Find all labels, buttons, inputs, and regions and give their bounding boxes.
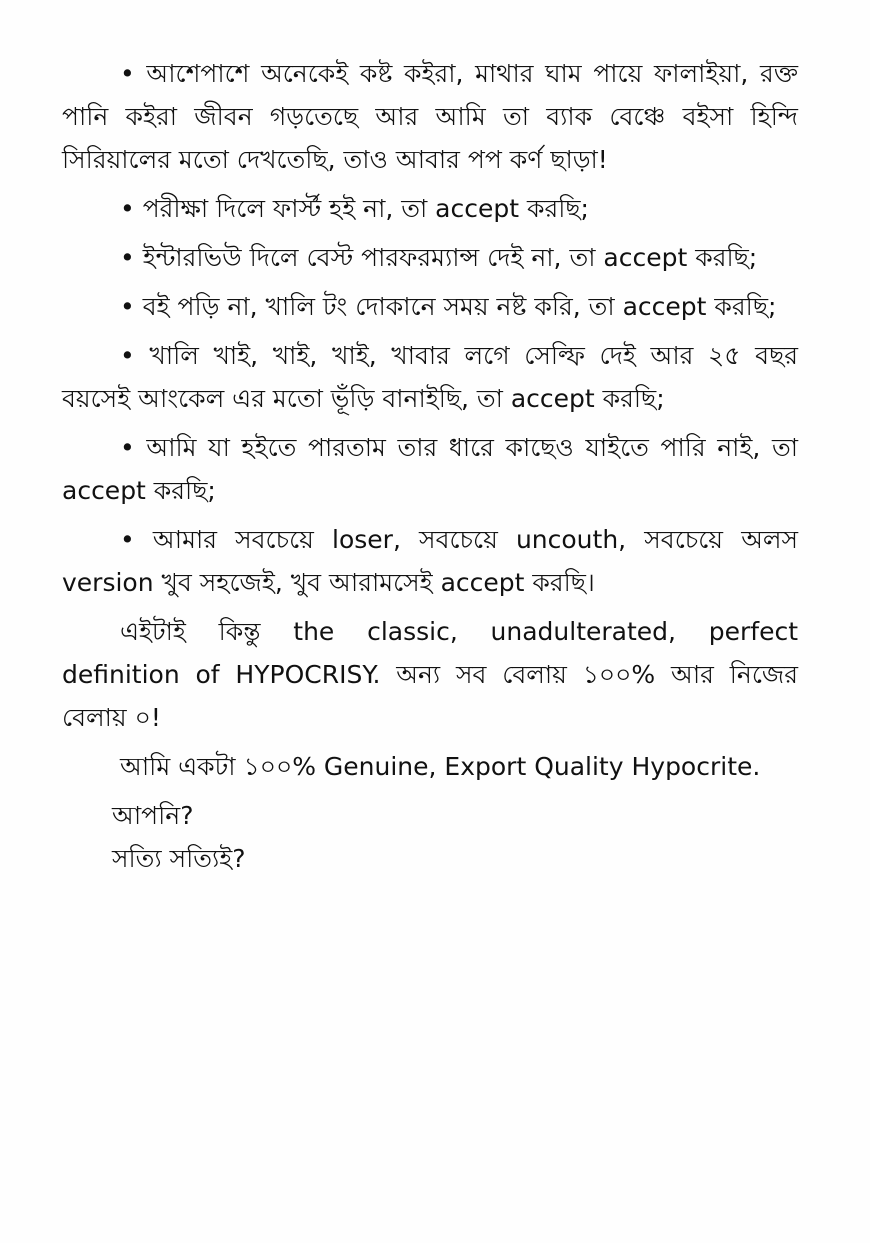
text-body — [62, 52, 798, 880]
paragraph-7: • আমার সবচেয়ে loser, সবচেয়ে uncouth, সবচেয়ে অলস version খুব সহজেই, খুব আরামসেই accept করছি। — [62, 525, 798, 597]
paragraph-3: • ইন্টারভিউ দিলে বেস্ট পারফরম্যান্স দেই না, তা accept করছি; — [120, 243, 758, 272]
paragraph-2: • পরীক্ষা দিলে ফার্স্ট হই না, তা accept করছি; — [120, 194, 589, 223]
closing-line-2: সত্যি সত্যিই? — [112, 844, 246, 873]
paragraph-8: এইটাই কিন্তু the classic, unadulterated, perfect definition of HYPOCRISY. অন্য সব বেলায় ১০০% আর নিজের বেলায় ০! — [62, 617, 798, 732]
paragraph-1: • আশেপাশে অনেকেই কষ্ট কইরা, মাথার ঘাম পায়ে ফালাইয়া, রক্ত পানি কইরা জীবন গড়তেছে আর আমি তা ব্যাক বেঞ্চে বইসা হিন্দি সিরিয়ালের মতো দেখতেছি, তাও আবার পপ কর্ণ ছাড়া! — [62, 59, 798, 174]
paragraph-6: • আমি যা হইতে পারতাম তার ধারে কাছেও যাইতে পারি নাই, তা accept করছি; — [62, 433, 798, 505]
closing-line-1: আপনি? — [112, 801, 194, 830]
paragraph-4: • বই পড়ি না, খালি টং দোকানে সময় নষ্ট করি, তা accept করছি; — [120, 292, 777, 321]
paragraph-9: আমি একটা ১০০% Genuine, Export Quality Hypocrite. — [120, 752, 761, 781]
paragraph-5: • খালি খাই, খাই, খাই, খাবার লগে সেল্ফি দেই আর ২৫ বছর বয়সেই আংকেল এর মতো ভূঁড়ি বানাইছি, তা accept করছি; — [62, 341, 798, 413]
